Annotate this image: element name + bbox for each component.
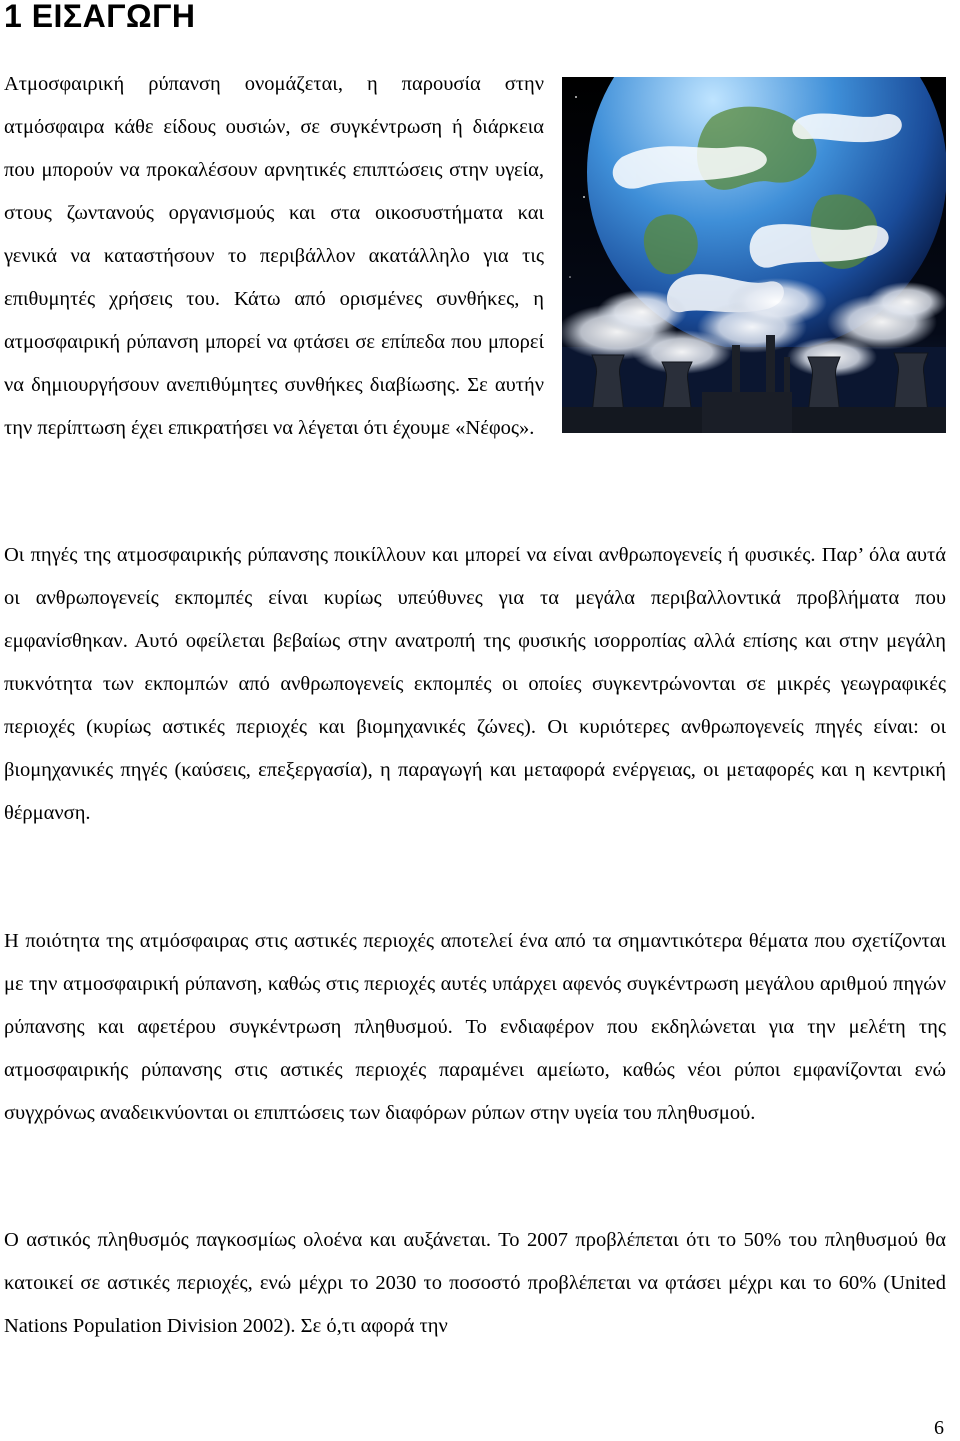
page-number: 6 xyxy=(934,1417,944,1439)
chapter-heading: 1 ΕΙΣΑΓΩΓΗ xyxy=(4,0,196,34)
paragraph-3: Η ποιότητα της ατμόσφαιρας στις αστικές περιοχές αποτελεί ένα από τα σημαντικότερα θέματα που σχετίζονται με την ατμοσφαιρική ρύπανση, καθώς στις περιοχές αυτές υπάρχει αφενός συγκέντρωση μεγάλου αριθμού πηγών ρύπανσης και αφετέρου συγκέντρωση πληθυσμού. Το ενδιαφέρον που εκδηλώνεται για την μελέτη της ατμοσφαιρικής ρύπανσης στις αστικές περιοχές παραμένει αμείωτο, καθώς νέοι ρύποι εμφανίζονται ενώ συγχρόνως αναδεικνύονται οι επιπτώσεις των διαφόρων ρύπων στην υγεία του πληθυσμού. xyxy=(4,930,946,1124)
paragraph-2: Οι πηγές της ατμοσφαιρικής ρύπανσης ποικίλλουν και μπορεί να είναι ανθρωπογενείς ή φυσικές. Παρ’ όλα αυτά οι ανθρωπογενείς εκπομπές είναι κυρίως υπεύθυνες για τα μεγάλα περιβαλλοντικά προβλήματα που εμφανίσθηκαν. Αυτό οφείλεται βεβαίως στην ανατροπή της φυσικής ισορροπίας αλλά επίσης και στην μεγάλη πυκνότητα των εκπομπών από ανθρωπογενείς εκπομπές οι οποίες συγκεντρώνονται σε μικρές γεωγραφικές περιοχές (κυρίως αστικές περιοχές και βιομηχανικές ζώνες). Οι κυριότερες ανθρωπογενείς πηγές είναι: οι βιομηχανικές πηγές (καύσεις, επεξεργασία), η παραγωγή και μεταφορά ενέργειας, οι μεταφορές και η κεντρική θέρμανση. xyxy=(4,544,946,824)
earth-pollution-image xyxy=(562,77,946,433)
paragraph-1 xyxy=(4,63,946,450)
paragraph-1-text: Ατμοσφαιρική ρύπανση ονομάζεται, η παρουσία στην ατμόσφαιρα κάθε είδους ουσιών, σε συγκέντρωση ή διάρκεια που μπορούν να προκαλέσουν αρνητικές επιπτώσεις στην υγεία, στους ζωντανούς οργανισμούς και στα οικοσυστήματα και γενικά να καταστήσουν το περιβάλλον ακατάλληλο για τις επιθυμητές χρήσεις του. Κάτω από ορισμένες συνθήκες, η ατμοσφαιρική ρύπανση μπορεί να φτάσει σε επίπεδα που μπορεί να δημιουργήσουν ανεπιθύμητες συνθήκες διαβίωσης. Σε αυτήν την περίπτωση έχει επικρατήσει να λέγεται ότι έχουμε «Νέφος». xyxy=(4,73,544,439)
paragraph-4: Ο αστικός πληθυσμός παγκοσμίως ολοένα και αυξάνεται. Το 2007 προβλέπεται ότι το 50% του πληθυσμού θα κατοικεί σε αστικές περιοχές, ενώ μέχρι το 2030 το ποσοστό προβλέπεται να φτάσει μέχρι και το 60% (United Nations Population Division 2002). Σε ό,τι αφορά την xyxy=(4,1229,946,1337)
